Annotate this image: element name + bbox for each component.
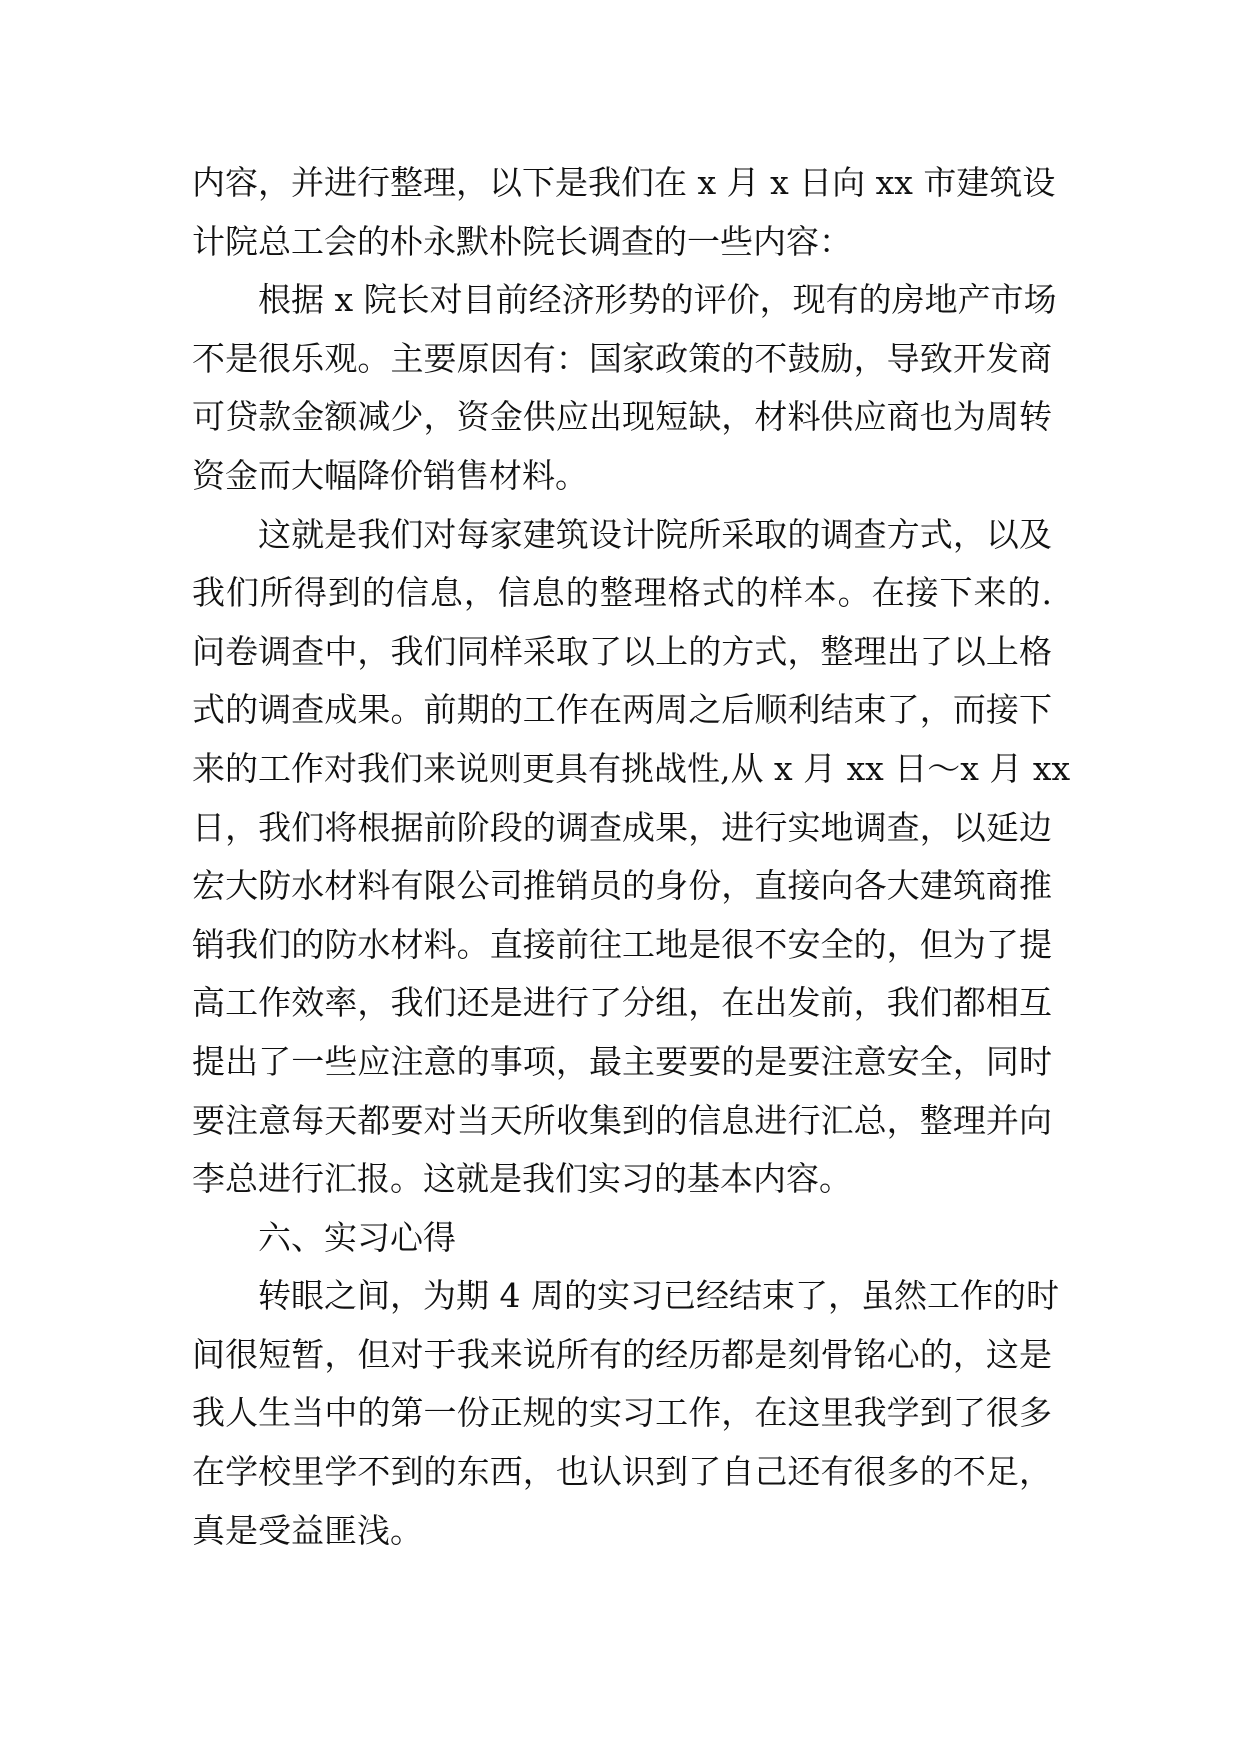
- text-line: 转眼之间，为期 4 周的实习已经结束了，虽然工作的时: [258, 1276, 1059, 1316]
- text-line: 真是受益匪浅。: [192, 1510, 423, 1550]
- text-line: 内容，并进行整理，以下是我们在 x 月 x 日向 xx 市建筑设: [192, 163, 1056, 202]
- text-line: 李总进行汇报。这就是我们实习的基本内容。: [192, 1159, 852, 1199]
- text-line: 提出了一些应注意的事项，最主要要的是要注意安全，同时: [192, 1041, 1052, 1081]
- document-body: [192, 154, 1071, 1560]
- text-line: 计院总工会的朴永默朴院长调查的一些内容：: [192, 221, 852, 261]
- text-line: 根据 x 院长对目前经济形势的评价，现有的房地产市场: [258, 280, 1057, 320]
- text-line: 可贷款金额减少，资金供应出现短缺，材料供应商也为周转: [192, 397, 1052, 437]
- text-line: 式的调查成果。前期的工作在两周之后顺利结束了，而接下: [192, 690, 1052, 730]
- text-line: 在学校里学不到的东西，也认识到了自己还有很多的不足，: [192, 1452, 1052, 1492]
- text-line: 间很短暂，但对于我来说所有的经历都是刻骨铭心的，这是: [192, 1334, 1052, 1374]
- text-line: 不是很乐观。主要原因有：国家政策的不鼓励，导致开发商: [192, 338, 1052, 378]
- text-line: 这就是我们对每家建筑设计院所采取的调查方式，以及: [258, 514, 1052, 554]
- text-line: 我人生当中的第一份正规的实习工作，在这里我学到了很多: [192, 1393, 1052, 1433]
- text-line: 我们所得到的信息，信息的整理格式的样本。在接下来的.: [192, 573, 1052, 613]
- text-line: 高工作效率，我们还是进行了分组，在出发前，我们都相互: [192, 983, 1052, 1023]
- text-line: 资金而大幅降价销售材料。: [192, 455, 588, 495]
- text-line: 六、实习心得: [258, 1217, 456, 1257]
- text-line: 来的工作对我们来说则更具有挑战性,从 x 月 xx 日～x 月 xx: [192, 748, 1071, 788]
- text-line: 销我们的防水材料。直接前往工地是很不安全的，但为了提: [192, 924, 1052, 964]
- text-line: 日，我们将根据前阶段的调查成果，进行实地调查，以延边: [192, 807, 1052, 847]
- text-line: 要注意每天都要对当天所收集到的信息进行汇总，整理并向: [192, 1100, 1052, 1140]
- text-line: 宏大防水材料有限公司推销员的身份，直接向各大建筑商推: [192, 866, 1052, 906]
- text-line: 问卷调查中，我们同样采取了以上的方式，整理出了以上格: [192, 631, 1052, 671]
